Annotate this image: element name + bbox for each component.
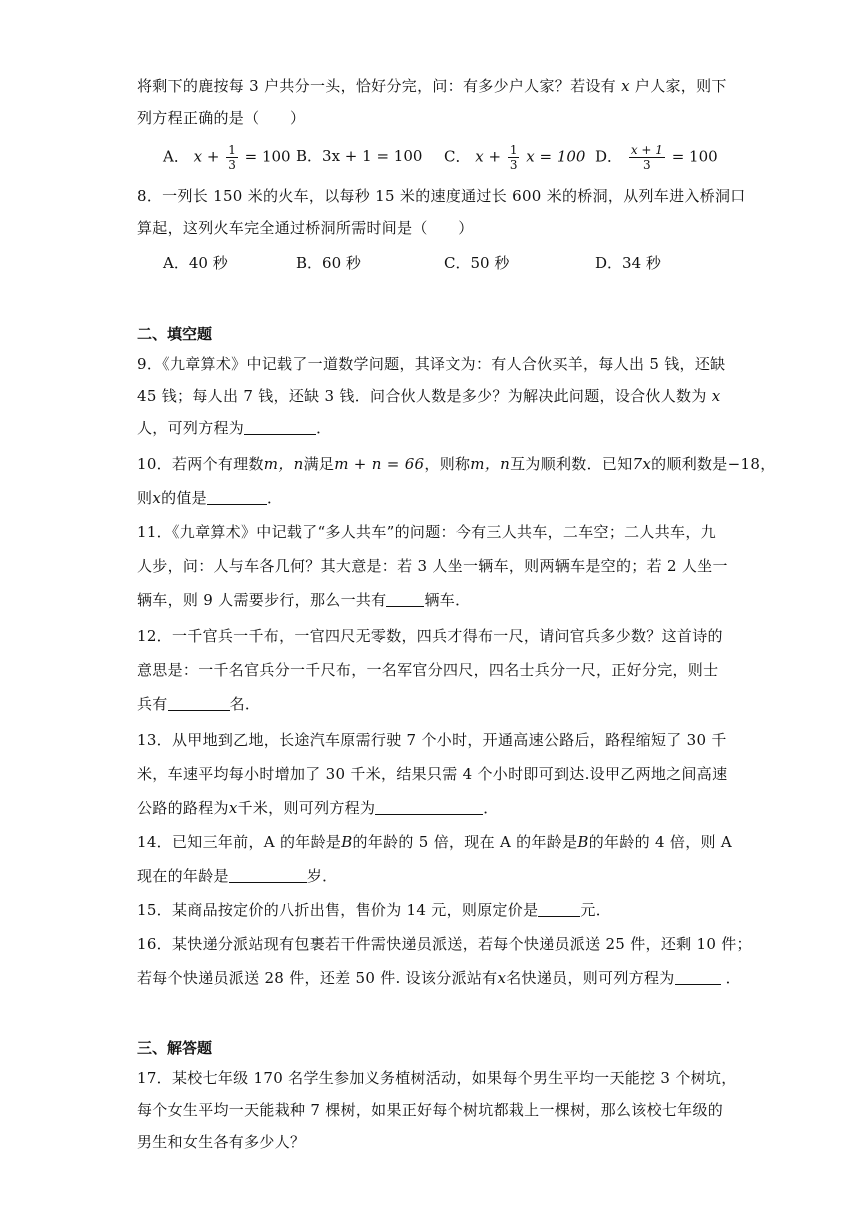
q12-line1: 12．一千官兵一千布，一官四尺无零数，四兵才得布一尺，请问官兵多少数？这首诗的 — [137, 627, 723, 645]
q12-line2: 意思是：一千名官兵分一千尺布，一名军官分四尺，四名士兵分一尺，正好分完，则士 — [137, 661, 719, 679]
q13-answer-blank[interactable] — [375, 798, 483, 815]
q7-option-b: B．3x + 1 = 100 — [296, 147, 423, 165]
q13-line3: 公路的路程为x千米，则可列方程为 ． — [137, 799, 499, 817]
q9-line2: 45 钱；每人出 7 钱，还缺 3 钱．问合伙人数是多少？为解决此问题，设合伙人数为 x — [137, 387, 721, 405]
q8-option-d: D．34 秒 — [595, 254, 661, 272]
q7-option-a: A． x + $\frac{1}{3}$ = 100 — [163, 143, 291, 172]
q12-answer-blank[interactable] — [168, 694, 230, 711]
q7-line1: 将剩下的鹿按每 3 户共分一头，恰好分完，问：有多少户人家？若设有 x 户人家，则下 — [137, 77, 727, 95]
q9-line3: 人，可列方程为 ． — [137, 419, 332, 437]
q17-line1: 17．某校七年级 170 名学生参加义务植树活动，如果每个男生平均一天能挖 3 个树坑， — [137, 1069, 737, 1087]
q8-option-a: A．40 秒 — [163, 254, 228, 272]
q13-line2: 米，车速平均每小时增加了 30 千米，结果只需 4 个小时即可到达.设甲乙两地之间高速 — [137, 765, 728, 783]
q11-line2: 人步，问：人与车各几何？其大意是：若 3 人坐一辆车，则两辆车是空的；若 2 人坐一 — [137, 557, 728, 575]
q16-line2: 若每个快递员派送 28 件，还差 50 件. 设该分派站有x名快递员，则可列方程为 ． — [137, 969, 741, 987]
q9-answer-blank[interactable] — [244, 418, 316, 435]
q17-line3: 男生和女生各有多少人？ — [137, 1133, 306, 1151]
q16-line1: 16．某快递分派站现有包裹若干件需快递员派送，若每个快递员派送 25 件，还剩 10 件； — [137, 935, 752, 953]
q9-line1: 9．《九章算术》中记载了一道数学问题，其译文为：有人合伙买羊，每人出 5 钱，还缺 — [137, 355, 726, 373]
q7-option-c: C． x + $\frac{1}{3}$ x = 100 — [444, 143, 586, 172]
q8-option-b: B．60 秒 — [296, 254, 361, 272]
q15-line: 15．某商品按定价的八折出售，售价为 14 元，则原定价是 元． — [137, 901, 612, 919]
q7-option-d: D． $\frac{x + 1}{3}$ = 100 — [595, 143, 718, 172]
q14-answer-blank[interactable] — [229, 866, 307, 883]
q8-line2: 算起，这列火车完全通过桥洞所需时间是（ ） — [137, 219, 474, 237]
q13-line1: 13．从甲地到乙地，长途汽车原需行驶 7 个小时，开通高速公路后，路程缩短了 30 千 — [137, 731, 727, 749]
q17-line2: 每个女生平均一天能栽种 7 棵树，如果正好每个树坑都栽上一棵树，那么该校七年级的 — [137, 1101, 724, 1119]
q15-answer-blank[interactable] — [538, 900, 580, 917]
q11-answer-blank[interactable] — [386, 590, 424, 607]
q7-line2: 列方程正确的是（ ） — [137, 109, 306, 127]
section-heading-fill-in: 二、填空题 — [137, 325, 213, 343]
q10-answer-blank[interactable] — [207, 488, 267, 505]
section-heading-solve: 三、解答题 — [137, 1039, 213, 1057]
q11-line1: 11．《九章算术》中记载了“多人共车”的问题：今有三人共车，二车空；二人共车，九 — [137, 523, 716, 541]
q14-line1: 14．已知三年前，A 的年龄是B的年龄的 5 倍，现在 A 的年龄是B的年龄的 4 倍，则 A — [137, 833, 732, 851]
q10-line1: 10．若两个有理数m，n满足m + n = 66，则称m，n互为顺利数．已知7x的顺利数是−18， — [137, 455, 776, 473]
q11-line3: 辆车，则 9 人需要步行，那么一共有 辆车． — [137, 591, 471, 609]
q12-line3: 兵有 名． — [137, 695, 261, 713]
q8-option-c: C．50 秒 — [444, 254, 510, 272]
q14-line2: 现在的年龄是 岁． — [137, 867, 338, 885]
q10-line2: 则x的值是 ． — [137, 489, 283, 507]
q8-line1: 8．一列长 150 米的火车，以每秒 15 米的速度通过长 600 米的桥洞，从列车进入桥洞口 — [137, 187, 746, 205]
q16-answer-blank[interactable] — [675, 968, 721, 985]
